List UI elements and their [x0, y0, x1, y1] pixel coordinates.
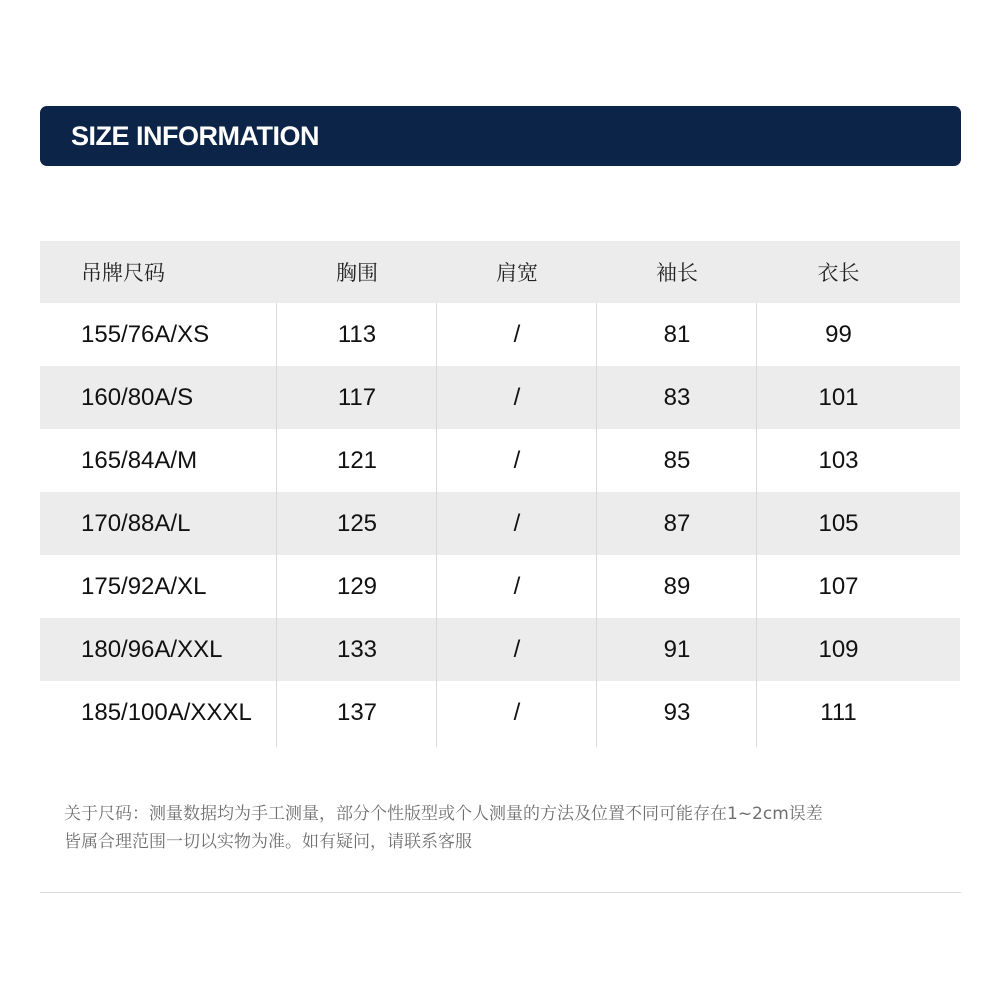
- cell-shoulder: /: [513, 383, 521, 411]
- table-row: [40, 618, 960, 681]
- cell-sleeve: 93: [663, 698, 691, 726]
- table-row: [40, 303, 960, 366]
- table-row: [40, 681, 960, 744]
- column-divider: [596, 303, 597, 747]
- cell-sleeve: 81: [663, 320, 691, 348]
- cell-shoulder: /: [513, 635, 521, 663]
- header-sleeve: 袖长: [656, 261, 698, 285]
- cell-sleeve: 87: [663, 509, 691, 537]
- cell-chest: 129: [336, 572, 378, 600]
- size-note: [64, 800, 964, 856]
- cell-shoulder: /: [513, 572, 521, 600]
- cell-length: 103: [818, 446, 859, 474]
- cell-chest: 113: [337, 320, 377, 348]
- cell-sleeve: 91: [663, 635, 691, 663]
- cell-chest: 125: [336, 509, 378, 537]
- cell-sleeve: 89: [663, 572, 691, 600]
- cell-length: 101: [818, 383, 859, 411]
- size-note-line-1: 关于尺码：测量数据均为手工测量，部分个性版型或个人测量的方法及位置不同可能存在1~2cm误差: [64, 804, 823, 824]
- cell-chest: 117: [337, 383, 377, 411]
- table-row: [40, 492, 960, 555]
- cell-length: 107: [818, 572, 859, 600]
- cell-chest: 133: [336, 635, 378, 663]
- cell-size: 170/88A/L: [81, 509, 191, 537]
- cell-shoulder: /: [513, 509, 521, 537]
- table-header-row: [40, 241, 960, 303]
- table-row: [40, 366, 960, 429]
- cell-sleeve: 83: [663, 383, 691, 411]
- cell-shoulder: /: [513, 446, 521, 474]
- cell-length: 105: [818, 509, 859, 537]
- cell-length: 109: [818, 635, 859, 663]
- cell-chest: 121: [336, 446, 378, 474]
- column-divider: [276, 303, 277, 747]
- cell-length: 99: [825, 320, 852, 348]
- cell-size: 160/80A/S: [81, 383, 194, 411]
- cell-shoulder: /: [513, 320, 521, 348]
- header-length: 衣长: [817, 261, 860, 285]
- column-divider: [756, 303, 757, 747]
- cell-sleeve: 85: [663, 446, 691, 474]
- header-tag-size: 吊牌尺码: [81, 261, 165, 285]
- column-divider: [436, 303, 437, 747]
- cell-shoulder: /: [513, 698, 521, 726]
- bottom-divider: [40, 892, 961, 893]
- cell-size: 175/92A/XL: [81, 572, 207, 600]
- size-info-banner: [40, 106, 961, 166]
- cell-length: 111: [820, 698, 857, 726]
- banner-title: SIZE INFORMATION: [71, 121, 319, 151]
- header-chest: 胸围: [336, 261, 378, 285]
- cell-size: 185/100A/XXXL: [81, 698, 252, 726]
- header-shoulder: 肩宽: [496, 261, 538, 285]
- size-table: [40, 241, 960, 744]
- cell-size: 165/84A/M: [81, 446, 198, 474]
- size-note-line-2: 皆属合理范围一切以实物为准。如有疑问，请联系客服: [64, 832, 472, 852]
- cell-chest: 137: [336, 698, 378, 726]
- cell-size: 180/96A/XXL: [81, 635, 223, 663]
- table-row: [40, 429, 960, 492]
- cell-size: 155/76A/XS: [81, 320, 210, 348]
- table-row: [40, 555, 960, 618]
